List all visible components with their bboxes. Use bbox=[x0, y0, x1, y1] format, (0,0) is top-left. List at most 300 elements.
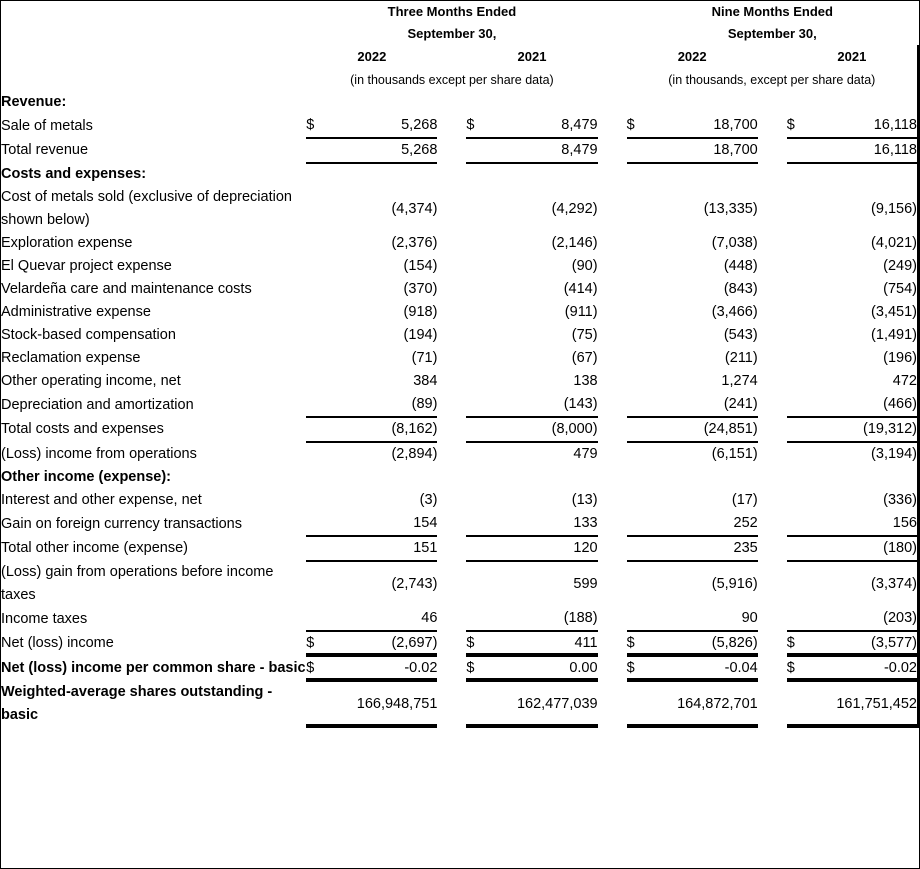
row-value-col-3: 18,700 bbox=[655, 114, 758, 138]
section-heading-costs-and-expenses: Costs and expenses: bbox=[1, 166, 147, 182]
currency-symbol-cell bbox=[627, 301, 655, 324]
row-label: El Quevar project expense bbox=[1, 258, 172, 274]
column-gap-cell bbox=[758, 370, 787, 393]
statement-row bbox=[1, 138, 918, 163]
row-value-col-2: 411 bbox=[494, 631, 597, 656]
row-value-col-2: (4,292) bbox=[551, 200, 598, 217]
currency-symbol-cell bbox=[787, 232, 815, 255]
section-heading-revenue: Revenue: bbox=[1, 94, 67, 110]
column-gap-cell bbox=[437, 138, 466, 163]
column-gap-cell bbox=[758, 114, 787, 138]
currency-symbol-cell bbox=[466, 681, 494, 727]
column-gap-cell bbox=[758, 347, 787, 370]
column-gap-cell bbox=[437, 631, 466, 656]
currency-symbol-cell bbox=[306, 489, 334, 512]
column-gap-cell bbox=[437, 324, 466, 347]
row-value-col-4: (9,156) bbox=[815, 186, 918, 232]
row-value-col-4: (754) bbox=[815, 278, 918, 301]
column-gap-cell bbox=[437, 489, 466, 512]
column-gap-cell bbox=[598, 347, 627, 370]
column-gap-cell bbox=[437, 186, 466, 232]
empty-dollar-cell bbox=[466, 163, 494, 186]
currency-symbol-cell bbox=[466, 278, 494, 301]
currency-symbol-cell bbox=[787, 561, 815, 607]
column-group-title-three-months: Three Months Ended bbox=[387, 4, 517, 19]
statement-row bbox=[1, 489, 918, 512]
row-value-col-1: -0.02 bbox=[334, 656, 437, 681]
statement-row bbox=[1, 656, 918, 681]
column-group-subtitle-nine-months: September 30, bbox=[727, 26, 817, 41]
statement-row bbox=[1, 631, 918, 656]
currency-symbol-cell bbox=[306, 393, 334, 417]
statement-row bbox=[1, 561, 918, 607]
row-label: Total other income (expense) bbox=[1, 540, 188, 556]
statement-row bbox=[1, 347, 918, 370]
column-gap-cell bbox=[598, 138, 627, 163]
row-value-col-1: (2,697) bbox=[334, 631, 437, 656]
row-value-col-1: (89) bbox=[334, 393, 437, 417]
row-value-col-4: 161,751,452 bbox=[815, 681, 918, 727]
row-value-col-1: 154 bbox=[334, 512, 437, 536]
statement-row bbox=[1, 681, 918, 727]
column-gap-cell bbox=[598, 163, 627, 186]
column-gap-cell bbox=[758, 138, 787, 163]
row-value-col-4: (3,451) bbox=[815, 301, 918, 324]
year-header-q3-2022: 2022 bbox=[357, 49, 387, 64]
column-gap-cell bbox=[758, 561, 787, 607]
row-value-col-3: (211) bbox=[724, 350, 758, 366]
currency-symbol-cell bbox=[627, 393, 655, 417]
empty-dollar-cell bbox=[787, 163, 815, 186]
row-value-col-1: 5,268 bbox=[334, 114, 437, 138]
row-label: Exploration expense bbox=[1, 235, 133, 251]
row-value-col-2: (67) bbox=[571, 350, 598, 366]
empty-value-cell bbox=[655, 163, 758, 186]
row-value-col-1: 5,268 bbox=[334, 138, 437, 163]
currency-symbol-cell bbox=[627, 561, 655, 607]
column-gap-cell bbox=[758, 536, 787, 561]
statement-row bbox=[1, 370, 918, 393]
row-value-col-4: (1,491) bbox=[815, 324, 918, 347]
column-gap-cell bbox=[598, 91, 627, 114]
empty-dollar-cell bbox=[306, 466, 334, 489]
currency-symbol-cell bbox=[306, 138, 334, 163]
statement-row bbox=[1, 442, 918, 466]
currency-symbol-cell bbox=[306, 370, 334, 393]
currency-symbol-cell: $ bbox=[627, 114, 655, 138]
row-value-col-1: 384 bbox=[413, 373, 438, 389]
currency-symbol-cell bbox=[787, 442, 815, 466]
currency-symbol-cell bbox=[787, 417, 815, 442]
empty-dollar-cell bbox=[306, 91, 334, 114]
row-label: Total revenue bbox=[1, 142, 89, 158]
empty-value-cell bbox=[494, 163, 597, 186]
row-value-col-2: (188) bbox=[494, 607, 597, 631]
currency-symbol-cell bbox=[787, 301, 815, 324]
currency-symbol-cell bbox=[627, 232, 655, 255]
currency-symbol-cell bbox=[627, 607, 655, 631]
column-gap-cell bbox=[437, 163, 466, 186]
column-gap-cell bbox=[437, 301, 466, 324]
currency-symbol-cell bbox=[306, 417, 334, 442]
currency-symbol-cell bbox=[627, 186, 655, 232]
currency-symbol-cell bbox=[306, 442, 334, 466]
column-gap-cell bbox=[437, 536, 466, 561]
column-gap-cell bbox=[598, 681, 627, 727]
currency-symbol-cell bbox=[306, 255, 334, 278]
currency-symbol-cell bbox=[466, 186, 494, 232]
empty-value-cell bbox=[494, 91, 597, 114]
empty-dollar-cell bbox=[466, 91, 494, 114]
statement-row bbox=[1, 607, 918, 631]
currency-symbol-cell: $ bbox=[306, 631, 334, 656]
column-gap-cell bbox=[598, 255, 627, 278]
currency-symbol-cell: $ bbox=[466, 114, 494, 138]
row-label: (Loss) income from operations bbox=[1, 445, 197, 462]
column-gap-cell bbox=[758, 278, 787, 301]
currency-symbol-cell bbox=[466, 370, 494, 393]
currency-symbol-cell: $ bbox=[306, 656, 334, 681]
currency-symbol-cell bbox=[787, 489, 815, 512]
row-value-col-1: (8,162) bbox=[334, 417, 437, 442]
empty-value-cell bbox=[334, 466, 437, 489]
row-value-col-4: (180) bbox=[815, 536, 918, 561]
row-value-col-4: (4,021) bbox=[815, 232, 918, 255]
empty-value-cell bbox=[334, 163, 437, 186]
row-value-col-4: (3,194) bbox=[815, 442, 918, 466]
row-label: Other operating income, net bbox=[1, 373, 181, 389]
column-gap-cell bbox=[758, 681, 787, 727]
row-value-col-4: (3,577) bbox=[815, 631, 918, 656]
column-gap-cell bbox=[758, 301, 787, 324]
column-gap-cell bbox=[437, 561, 466, 607]
column-gap-cell bbox=[758, 466, 787, 489]
header-corner-cell bbox=[1, 45, 306, 69]
currency-symbol-cell bbox=[787, 536, 815, 561]
row-label: (Loss) gain from operations before income taxes bbox=[1, 564, 274, 603]
currency-symbol-cell bbox=[466, 324, 494, 347]
column-group-subtitle-three-months: September 30, bbox=[407, 26, 497, 41]
income-statement-table bbox=[1, 1, 919, 728]
currency-symbol-cell bbox=[306, 681, 334, 727]
row-value-col-3: (5,826) bbox=[655, 631, 758, 656]
row-value-col-4: (3,374) bbox=[815, 561, 918, 607]
currency-symbol-cell bbox=[787, 255, 815, 278]
row-value-col-4: 472 bbox=[815, 370, 918, 393]
statement-row bbox=[1, 278, 918, 301]
currency-symbol-cell bbox=[627, 324, 655, 347]
row-value-col-2: (143) bbox=[494, 393, 597, 417]
row-label: Administrative expense bbox=[1, 304, 151, 320]
row-label: Interest and other expense, net bbox=[1, 492, 202, 508]
column-gap-cell bbox=[437, 114, 466, 138]
column-gap-cell bbox=[598, 536, 627, 561]
currency-symbol-cell bbox=[306, 301, 334, 324]
row-label: Total costs and expenses bbox=[1, 421, 164, 437]
row-value-col-4: 16,118 bbox=[815, 114, 918, 138]
currency-symbol-cell bbox=[627, 417, 655, 442]
currency-symbol-cell bbox=[787, 393, 815, 417]
currency-symbol-cell: $ bbox=[787, 114, 815, 138]
empty-value-cell bbox=[815, 466, 918, 489]
row-value-col-3: 252 bbox=[655, 512, 758, 536]
empty-value-cell bbox=[655, 466, 758, 489]
row-value-col-4: (336) bbox=[815, 489, 918, 512]
empty-dollar-cell bbox=[627, 163, 655, 186]
currency-symbol-cell bbox=[466, 255, 494, 278]
currency-symbol-cell: $ bbox=[787, 631, 815, 656]
column-gap-cell bbox=[598, 114, 627, 138]
header-corner-cell bbox=[1, 1, 306, 23]
row-label: Depreciation and amortization bbox=[1, 396, 194, 413]
currency-symbol-cell bbox=[627, 138, 655, 163]
currency-symbol-cell bbox=[306, 536, 334, 561]
currency-symbol-cell bbox=[787, 278, 815, 301]
currency-symbol-cell bbox=[787, 607, 815, 631]
column-gap-cell bbox=[437, 417, 466, 442]
row-value-col-3: (7,038) bbox=[711, 235, 758, 251]
header-gap-cell bbox=[598, 45, 627, 69]
currency-symbol-cell bbox=[787, 370, 815, 393]
row-value-col-1: 166,948,751 bbox=[334, 681, 437, 727]
column-gap-cell bbox=[598, 232, 627, 255]
empty-dollar-cell bbox=[787, 91, 815, 114]
statement-row bbox=[1, 324, 918, 347]
row-value-col-2: 479 bbox=[573, 446, 598, 462]
column-gap-cell bbox=[437, 278, 466, 301]
column-gap-cell bbox=[758, 163, 787, 186]
currency-symbol-cell: $ bbox=[466, 656, 494, 681]
row-value-col-3: (543) bbox=[723, 327, 758, 343]
row-value-col-3: 90 bbox=[655, 607, 758, 631]
section-heading-row bbox=[1, 163, 918, 186]
column-gap-cell bbox=[437, 91, 466, 114]
header-gap-cell bbox=[437, 45, 466, 69]
row-value-col-1: (2,743) bbox=[391, 576, 438, 592]
currency-symbol-cell bbox=[466, 301, 494, 324]
currency-symbol-cell bbox=[787, 681, 815, 727]
column-gap-cell bbox=[758, 631, 787, 656]
column-gap-cell bbox=[437, 656, 466, 681]
column-gap-cell bbox=[598, 324, 627, 347]
row-value-col-2: 8,479 bbox=[494, 114, 597, 138]
currency-symbol-cell bbox=[306, 278, 334, 301]
row-value-col-3: -0.04 bbox=[655, 656, 758, 681]
statement-row bbox=[1, 232, 918, 255]
year-header-ytd-2021: 2021 bbox=[787, 45, 918, 69]
currency-symbol-cell bbox=[627, 442, 655, 466]
empty-value-cell bbox=[334, 91, 437, 114]
currency-symbol-cell bbox=[306, 512, 334, 536]
row-value-col-3: (241) bbox=[655, 393, 758, 417]
column-gap-cell bbox=[437, 681, 466, 727]
column-gap-cell bbox=[598, 186, 627, 232]
row-value-col-4: (203) bbox=[815, 607, 918, 631]
row-value-col-2: 0.00 bbox=[494, 656, 597, 681]
header-gap-cell bbox=[598, 23, 627, 45]
row-value-col-3: (3,466) bbox=[711, 304, 758, 320]
currency-symbol-cell: $ bbox=[787, 656, 815, 681]
currency-symbol-cell bbox=[787, 347, 815, 370]
empty-dollar-cell bbox=[627, 91, 655, 114]
row-value-col-3: (24,851) bbox=[655, 417, 758, 442]
currency-symbol-cell bbox=[787, 186, 815, 232]
row-value-col-1: (2,894) bbox=[391, 446, 438, 462]
row-value-col-1: (4,374) bbox=[391, 200, 438, 217]
currency-symbol-cell bbox=[627, 681, 655, 727]
column-gap-cell bbox=[598, 301, 627, 324]
row-label: Stock-based compensation bbox=[1, 327, 176, 343]
column-gap-cell bbox=[758, 489, 787, 512]
currency-symbol-cell bbox=[306, 324, 334, 347]
header-corner-cell bbox=[1, 69, 306, 91]
column-gap-cell bbox=[598, 512, 627, 536]
column-gap-cell bbox=[437, 255, 466, 278]
row-value-col-3: (13,335) bbox=[703, 200, 758, 217]
year-header-q3-2021: 2021 bbox=[517, 49, 547, 64]
column-group-title-nine-months: Nine Months Ended bbox=[711, 4, 833, 19]
column-gap-cell bbox=[758, 393, 787, 417]
column-gap-cell bbox=[758, 607, 787, 631]
statement-row bbox=[1, 114, 918, 138]
empty-dollar-cell bbox=[466, 466, 494, 489]
header-units-row bbox=[1, 69, 918, 91]
column-gap-cell bbox=[758, 417, 787, 442]
currency-symbol-cell bbox=[466, 442, 494, 466]
empty-value-cell bbox=[494, 466, 597, 489]
section-heading-other-income-expense: Other income (expense): bbox=[1, 469, 172, 485]
row-value-col-3: (17) bbox=[731, 492, 758, 508]
row-value-col-1: (370) bbox=[403, 281, 438, 297]
column-gap-cell bbox=[598, 656, 627, 681]
row-value-col-2: 162,477,039 bbox=[494, 681, 597, 727]
column-gap-cell bbox=[437, 607, 466, 631]
section-heading-row bbox=[1, 466, 918, 489]
column-gap-cell bbox=[758, 91, 787, 114]
currency-symbol-cell bbox=[466, 489, 494, 512]
column-gap-cell bbox=[758, 186, 787, 232]
statement-row bbox=[1, 301, 918, 324]
column-gap-cell bbox=[437, 442, 466, 466]
currency-symbol-cell bbox=[466, 512, 494, 536]
row-value-col-1: (2,376) bbox=[391, 235, 438, 251]
statement-row bbox=[1, 536, 918, 561]
currency-symbol-cell bbox=[627, 512, 655, 536]
row-value-col-1: (3) bbox=[419, 492, 438, 508]
empty-dollar-cell bbox=[627, 466, 655, 489]
row-value-col-1: 151 bbox=[334, 536, 437, 561]
row-value-col-1: (154) bbox=[403, 258, 438, 274]
currency-symbol-cell bbox=[787, 138, 815, 163]
currency-symbol-cell bbox=[306, 607, 334, 631]
empty-value-cell bbox=[815, 163, 918, 186]
currency-symbol-cell bbox=[627, 536, 655, 561]
row-value-col-2: (2,146) bbox=[551, 235, 598, 251]
column-gap-cell bbox=[758, 442, 787, 466]
row-value-col-4: (466) bbox=[815, 393, 918, 417]
column-gap-cell bbox=[437, 512, 466, 536]
empty-value-cell bbox=[815, 91, 918, 114]
row-value-col-2: 133 bbox=[494, 512, 597, 536]
statement-row bbox=[1, 512, 918, 536]
row-value-col-1: (918) bbox=[403, 304, 438, 320]
row-value-col-3: 1,274 bbox=[721, 373, 758, 389]
column-gap-cell bbox=[758, 232, 787, 255]
currency-symbol-cell bbox=[787, 512, 815, 536]
currency-symbol-cell bbox=[466, 417, 494, 442]
column-gap-cell bbox=[437, 393, 466, 417]
column-gap-cell bbox=[437, 370, 466, 393]
currency-symbol-cell bbox=[306, 186, 334, 232]
column-gap-cell bbox=[437, 232, 466, 255]
currency-symbol-cell: $ bbox=[466, 631, 494, 656]
row-value-col-3: (6,151) bbox=[711, 446, 758, 462]
units-note-three-months: (in thousands except per share data) bbox=[350, 73, 554, 87]
header-gap-cell bbox=[598, 1, 627, 23]
statement-row bbox=[1, 393, 918, 417]
row-value-col-1: 46 bbox=[334, 607, 437, 631]
row-value-col-2: 138 bbox=[573, 373, 598, 389]
column-gap-cell bbox=[598, 442, 627, 466]
row-label: Velardeña care and maintenance costs bbox=[1, 281, 252, 297]
row-value-col-1: (194) bbox=[403, 327, 438, 343]
row-value-col-3: 164,872,701 bbox=[655, 681, 758, 727]
currency-symbol-cell bbox=[306, 232, 334, 255]
column-gap-cell bbox=[598, 489, 627, 512]
currency-symbol-cell bbox=[787, 324, 815, 347]
units-note-nine-months: (in thousands, except per share data) bbox=[627, 69, 918, 91]
column-gap-cell bbox=[598, 607, 627, 631]
header-year-row bbox=[1, 45, 918, 69]
currency-symbol-cell: $ bbox=[306, 114, 334, 138]
currency-symbol-cell: $ bbox=[627, 631, 655, 656]
row-label: Weighted-average shares outstanding - basic bbox=[1, 684, 273, 723]
currency-symbol-cell bbox=[466, 561, 494, 607]
header-gap-cell bbox=[758, 45, 787, 69]
row-value-col-4: (249) bbox=[815, 255, 918, 278]
currency-symbol-cell bbox=[627, 370, 655, 393]
currency-symbol-cell bbox=[466, 347, 494, 370]
row-value-col-2: (90) bbox=[571, 258, 598, 274]
empty-value-cell bbox=[655, 91, 758, 114]
row-value-col-2: 8,479 bbox=[494, 138, 597, 163]
statement-row bbox=[1, 417, 918, 442]
currency-symbol-cell bbox=[466, 393, 494, 417]
row-label: Income taxes bbox=[1, 610, 88, 627]
column-gap-cell bbox=[598, 393, 627, 417]
currency-symbol-cell bbox=[627, 489, 655, 512]
row-value-col-2: 599 bbox=[573, 576, 598, 592]
column-gap-cell bbox=[598, 631, 627, 656]
row-label: Net (loss) income bbox=[1, 635, 114, 651]
column-gap-cell bbox=[598, 370, 627, 393]
empty-dollar-cell bbox=[787, 466, 815, 489]
currency-symbol-cell bbox=[466, 138, 494, 163]
section-heading-row bbox=[1, 91, 918, 114]
row-label: Net (loss) income per common share - basic bbox=[1, 660, 306, 676]
header-gap-cell bbox=[598, 69, 627, 91]
row-value-col-2: (13) bbox=[571, 492, 598, 508]
currency-symbol-cell bbox=[306, 347, 334, 370]
row-value-col-3: 18,700 bbox=[655, 138, 758, 163]
currency-symbol-cell: $ bbox=[627, 656, 655, 681]
row-label: Reclamation expense bbox=[1, 350, 141, 366]
row-value-col-2: (8,000) bbox=[494, 417, 597, 442]
row-value-col-3: (448) bbox=[723, 258, 758, 274]
column-gap-cell bbox=[758, 255, 787, 278]
empty-dollar-cell bbox=[306, 163, 334, 186]
currency-symbol-cell bbox=[627, 255, 655, 278]
